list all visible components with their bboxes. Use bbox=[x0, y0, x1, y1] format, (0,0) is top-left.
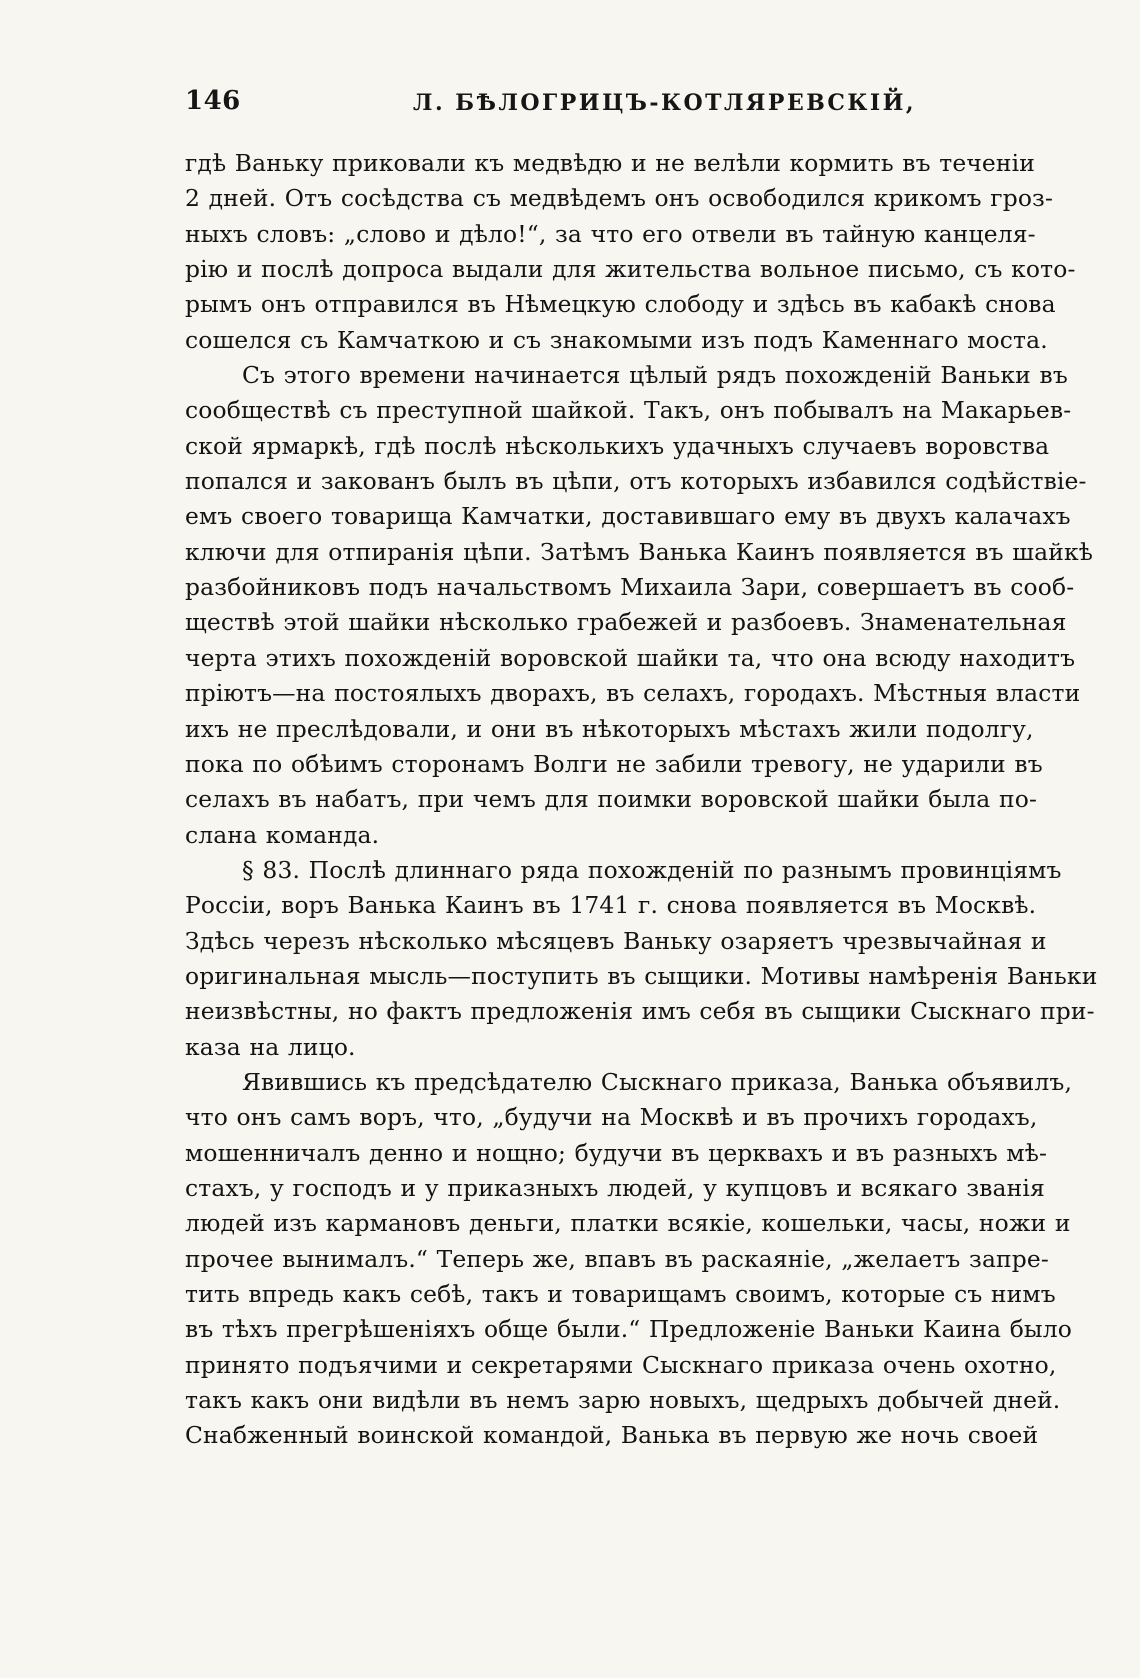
text-line: ключи для отпиранія цѣпи. Затѣмъ Ванька Каинъ появляется въ шайкѣ bbox=[185, 537, 1093, 566]
paragraph-last-line: каза на лицо. bbox=[185, 1032, 356, 1061]
text-line: неизвѣстны, но фактъ предложенія имъ себя въ сыщики Сыскнаго при- bbox=[185, 997, 1095, 1026]
text-line: прочее вынималъ.“ Теперь же, впавъ въ раскаяніе, „желаетъ запре- bbox=[185, 1244, 1049, 1273]
text-line: мошенничалъ денно и нощно; будучи въ церквахъ и въ разныхъ мѣ- bbox=[185, 1138, 1048, 1167]
text-line: ныхъ словъ: „слово и дѣло!“, за что его отвели въ тайную канцеля- bbox=[185, 219, 1036, 248]
text-line: пока по обѣимъ сторонамъ Волги не забили тревогу, не ударили въ bbox=[185, 749, 1043, 778]
text-line: въ тѣхъ прегрѣшеніяхъ обще были.“ Предложеніе Ваньки Каина было bbox=[185, 1315, 1072, 1344]
text-line: черта этихъ похожденій воровской шайки та, что она всюду находитъ bbox=[185, 643, 1076, 672]
text-line: рымъ онъ отправился въ Нѣмецкую слободу и здѣсь въ кабакѣ снова bbox=[185, 290, 1056, 319]
page-number: 146 bbox=[185, 86, 241, 116]
text-line: Здѣсь черезъ нѣсколько мѣсяцевъ Ваньку озаряетъ чрезвычайная и bbox=[185, 926, 1047, 955]
text-line: емъ своего товарища Камчатки, доставившаго ему въ двухъ калачахъ bbox=[185, 502, 1071, 531]
paragraph-first-line: Явившись къ предсѣдателю Сыскнаго приказа, Ванька объявилъ, bbox=[242, 1067, 1073, 1096]
text-line: гдѣ Ваньку приковали къ медвѣдю и не велѣли кормить въ теченіи bbox=[185, 149, 1036, 177]
text-line: такъ какъ они видѣли въ немъ зарю новыхъ, щедрыхъ добычей дней. bbox=[185, 1386, 1061, 1415]
text-line: пріютъ—на постоялыхъ дворахъ, въ селахъ, городахъ. Мѣстныя власти bbox=[185, 679, 1081, 708]
paragraph-first-line: Съ этого времени начинается цѣлый рядъ похожденій Ваньки въ bbox=[242, 361, 1068, 390]
text-line: людей изъ кармановъ деньги, платки всякіе, кошельки, часы, ножи и bbox=[185, 1209, 1071, 1238]
text-line: сошелся съ Камчаткою и съ знакомыми изъ подъ Каменнаго моста. bbox=[185, 325, 1048, 354]
text-line: попался и закованъ былъ въ цѣпи, отъ которыхъ избавился содѣйствіе- bbox=[185, 467, 1087, 496]
text-line: сообществѣ съ преступной шайкой. Такъ, онъ побывалъ на Макарьев- bbox=[185, 396, 1072, 425]
text-line: оригинальная мысль—поступить въ сыщики. Мотивы намѣренія Ваньки bbox=[185, 961, 1098, 990]
section-83-first-line: § 83. Послѣ длиннаго ряда похожденій по разнымъ провинціямъ bbox=[242, 855, 1062, 884]
running-head bbox=[185, 86, 992, 126]
text-line: ществѣ этой шайки нѣсколько грабежей и разбоевъ. Знаменательная bbox=[185, 608, 1067, 637]
page-body-text bbox=[185, 146, 1098, 1454]
text-line: ихъ не преслѣдовали, и они въ нѣкоторыхъ мѣстахъ жили подолгу, bbox=[185, 714, 1034, 743]
paragraph-last-line: слана команда. bbox=[185, 820, 380, 849]
text-line: ской ярмаркѣ, гдѣ послѣ нѣсколькихъ удачныхъ случаевъ воровства bbox=[185, 431, 1050, 460]
text-line: что онъ самъ воръ, что, „будучи на Москвѣ и въ прочихъ городахъ, bbox=[185, 1103, 1038, 1132]
text-line: стахъ, у господъ и у приказныхъ людей, у купцовъ и всякаго званія bbox=[185, 1173, 1045, 1202]
text-line: разбойниковъ подъ начальствомъ Михаила Зари, совершаетъ въ сооб- bbox=[185, 573, 1075, 602]
text-line: принято подъячими и секретарями Сыскнаго приказа очень охотно, bbox=[185, 1350, 1057, 1379]
text-line: тить впредь какъ себѣ, такъ и товарищамъ своимъ, которые съ нимъ bbox=[185, 1280, 1056, 1308]
text-line: 2 дней. Отъ сосѣдства съ медвѣдемъ онъ освободился крикомъ гроз- bbox=[185, 184, 1054, 213]
text-line: рію и послѣ допроса выдали для жительства вольное письмо, съ кото- bbox=[185, 255, 1076, 284]
running-title: Л. БѢЛОГРИЦЪ-КОТЛЯРЕВСКІЙ, bbox=[413, 90, 917, 116]
text-line: Россіи, воръ Ванька Каинъ въ 1741 г. снова появляется въ Москвѣ. bbox=[185, 891, 1037, 920]
text-line: селахъ въ набатъ, при чемъ для поимки воровской шайки была по- bbox=[185, 785, 1037, 814]
text-line: Снабженный воинской командой, Ванька въ первую же ночь своей bbox=[185, 1421, 1039, 1450]
